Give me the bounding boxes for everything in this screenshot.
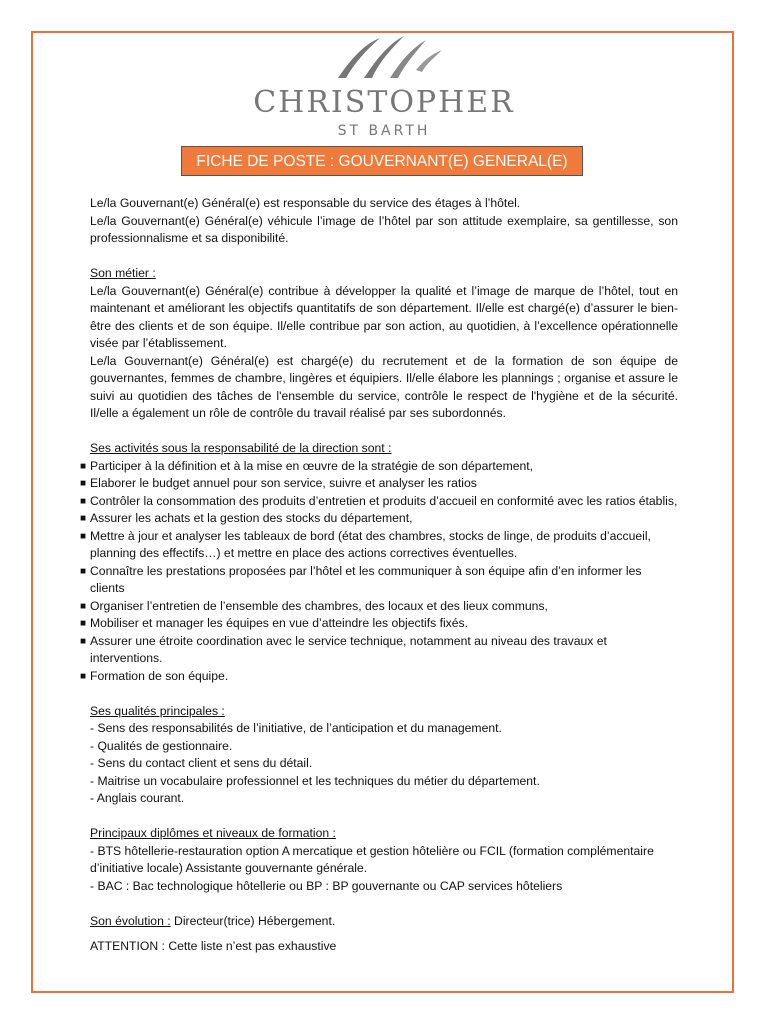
qualite-item: - Anglais courant.: [90, 791, 185, 805]
bullet-icon: ■: [80, 495, 87, 507]
activites-list: [80, 458, 678, 686]
bullet-icon: ■: [80, 478, 87, 489]
qualite-item: - Qualités de gestionnaire.: [90, 738, 233, 753]
qualite-item: - Sens du contact client et sens du détail.: [90, 756, 313, 770]
bullet-icon: ■: [80, 618, 87, 629]
list-item: ■ Assurer une étroite coordination avec le service technique, notamment au niveau des travaux et interventions.: [80, 633, 607, 665]
bullet-icon: ■: [80, 530, 87, 542]
diplomes-heading: Principaux diplômes et niveaux de formation :: [90, 826, 336, 840]
bullet-icon: ■: [80, 670, 87, 682]
list-item: ■ Participer à la définition et à la mise en œuvre de la stratégie de son département,: [90, 458, 678, 476]
bullet-icon: ■: [80, 565, 87, 577]
bullet-icon: ■: [80, 635, 87, 647]
bullet-icon: ■: [80, 513, 87, 524]
logo: [0, 30, 768, 142]
brand-name: CHRISTOPHER: [253, 85, 515, 120]
list-item: ■ Mettre à jour et analyser les tableaux de bord (état des chambres, stocks de linge, de produits d’accueil, planning des effectifs…) et mettre en place des actions correctives éventuelles.: [80, 528, 651, 560]
metier-paragraph-2: Le/la Gouvernant(e) Général(e) est chargé(e) du recrutement et de la formation de son équipe de gouvernantes, femmes de chambre, lingères et équipiers. Il/elle élabore les plannings ; organise et assure le suivi au quotidien des tâches de l'ensemble du service, contrôle le respect de l'hygiène et de la sécurité. Il/elle a également un rôle de contrôle du travail réalisé par ses subordonnés.: [90, 353, 678, 420]
attention-note: ATTENTION : Cette liste n’est pas exhaustive: [90, 939, 337, 953]
intro-line-2: Le/la Gouvernant(e) Général(e) véhicule l’image de l’hôtel par son attitude exemplaire, sa gentillesse, son professionnalisme et sa disponibilité.: [90, 213, 678, 245]
list-item: ■ Contrôler la consommation des produits d’entretien et produits d’accueil en conformité avec les ratios établis,: [90, 493, 678, 511]
list-item: ■ Assurer les achats et la gestion des stocks du département,: [90, 510, 678, 528]
list-item: ■ Mobiliser et manager les équipes en vue d’atteindre les objectifs fixés.: [90, 615, 678, 633]
list-item: ■ Organiser l’entretien de l’ensemble des chambres, des locaux et des lieux communs,: [90, 598, 678, 616]
diplome-item: - BTS hôtellerie-restauration option A mercatique et gestion hôtelière ou FCIL (formation complémentaire d’initiative locale) Assistante gouvernante générale.: [90, 843, 654, 875]
list-item: ■ Connaître les prestations proposées par l’hôtel et les communiquer à son équipe afin d’en informer les clients: [80, 563, 642, 595]
list-item: ■ Elaborer le budget annuel pour son service, suivre et analyser les ratios: [90, 475, 678, 493]
metier-paragraph-1: Le/la Gouvernant(e) Général(e) contribue à développer la qualité et l’image de marque de l’hôtel, tout en maintenant et améliorant les objectifs quantitatifs de son département. Il/elle est chargé(e) d’assurer le bien-être des clients et de son équipe. Il/elle contribue par son action, au quotidien, à l’excellence opérationnelle visée par l’établissement.: [90, 283, 678, 350]
metier-heading: Son métier :: [90, 266, 156, 280]
evolution: [90, 913, 678, 931]
diplome-item: - BAC : Bac technologique hôtellerie ou BP : BP gouvernante ou CAP services hôteliers: [90, 878, 563, 893]
bullet-icon: ■: [80, 600, 87, 612]
qualite-item: - Maitrise un vocabulaire professionnel et les techniques du métier du département.: [90, 773, 540, 788]
list-item: ■ Formation de son équipe.: [90, 668, 678, 686]
qualites-heading: Ses qualités principales :: [90, 703, 225, 718]
evolution-value: Directeur(trice) Hébergement.: [174, 913, 336, 928]
logo-wings-icon: [330, 30, 450, 80]
brand-subtitle: ST BARTH: [337, 123, 431, 139]
activites-heading: Ses activités sous la responsabilité de la direction sont :: [90, 441, 392, 455]
evolution-label: Son évolution :: [90, 913, 171, 928]
document-body: [80, 195, 678, 956]
bullet-icon: ■: [80, 460, 87, 472]
qualite-item: - Sens des responsabilités de l’initiative, de l’anticipation et du management.: [90, 721, 502, 735]
page-title: FICHE DE POSTE : GOUVERNANT(E) GENERAL(E): [181, 146, 583, 176]
intro-line-1: Le/la Gouvernant(e) Général(e) est responsable du service des étages à l’hôtel.: [90, 196, 521, 210]
